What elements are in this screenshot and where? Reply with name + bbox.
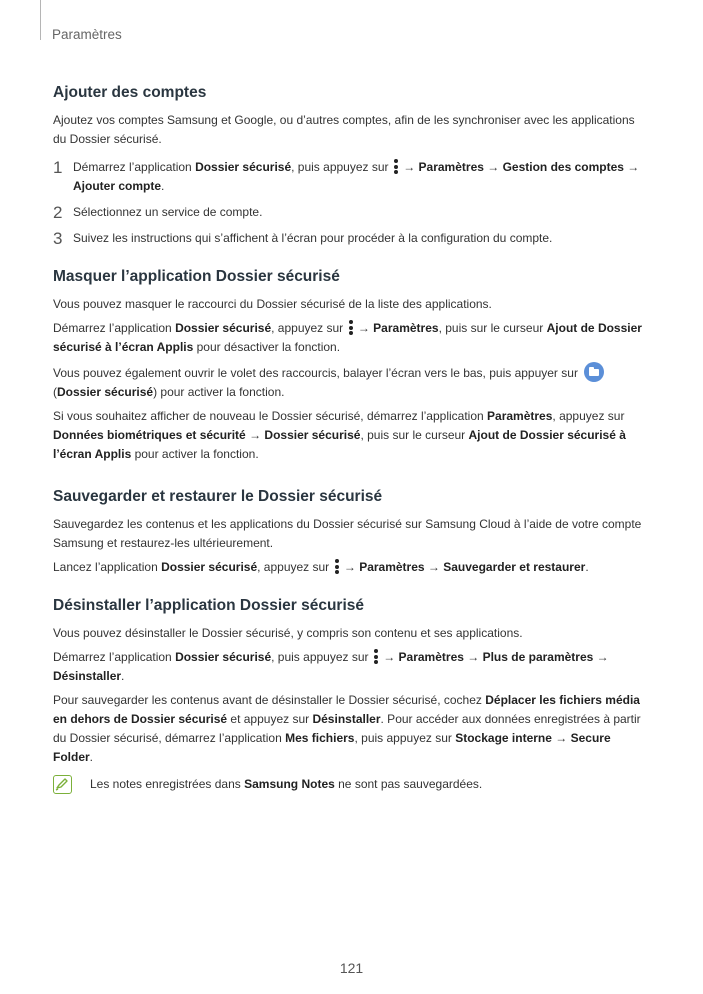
- uninstall-p1: Vous pouvez désinstaller le Dossier sécurisé, y compris son contenu et ses applications.: [53, 626, 523, 640]
- step-number: 2: [53, 203, 63, 222]
- step-2: [53, 203, 649, 222]
- more-options-icon: [393, 159, 399, 174]
- uninstall-p3: Pour sauvegarder les contenus avant de désinstaller le Dossier sécurisé, cochez Déplacer les fichiers média en dehors de Dossier sécurisé et appuyez sur Désinstaller. Pour accéder aux données enregistrées à partir du Dossier sécurisé, démarrez l’application Mes fichiers, puis appuyez sur Stockage interne → Secure Folder.: [53, 693, 641, 764]
- section-title-backup: Sauvegarder et restaurer le Dossier sécurisé: [53, 488, 383, 505]
- note-box: [53, 775, 649, 794]
- step-text: Suivez les instructions qui s’affichent à l’écran pour procéder à la configuration du compte.: [73, 231, 553, 245]
- step-3: [53, 229, 649, 248]
- step-number: 3: [53, 229, 63, 248]
- secure-folder-icon: [584, 362, 604, 382]
- more-options-icon: [373, 649, 379, 664]
- note-text: Les notes enregistrées dans Samsung Notes ne sont pas sauvegardées.: [90, 777, 483, 791]
- page-number: 121: [339, 960, 364, 976]
- hide-app-p4: Si vous souhaitez afficher de nouveau le Dossier sécurisé, démarrez l’application Paramètres, appuyez sur Données biométriques et sécurité → Dossier sécurisé, puis sur le curseur Ajout de Dossier sécurisé à l’écran Applis pour activer la fonction.: [53, 409, 626, 461]
- note-icon: [53, 775, 72, 794]
- page-header-title: Paramètres: [52, 27, 122, 42]
- more-options-icon: [348, 320, 354, 335]
- section-title-uninstall: Désinstaller l’application Dossier sécurisé: [53, 597, 364, 614]
- backup-p2: Lancez l’application Dossier sécurisé, appuyez sur → Paramètres → Sauvegarder et restaurer.: [53, 560, 589, 574]
- step-text: Sélectionnez un service de compte.: [73, 205, 263, 219]
- section-title-add-accounts: Ajouter des comptes: [53, 84, 207, 101]
- backup-p1: Sauvegardez les contenus et les applications du Dossier sécurisé sur Samsung Cloud à l’aide de votre compte Samsung et restaurez-les ultérieurement.: [53, 517, 642, 550]
- hide-app-p1: Vous pouvez masquer le raccourci du Dossier sécurisé de la liste des applications.: [53, 297, 492, 311]
- uninstall-p2: Démarrez l’application Dossier sécurisé, puis appuyez sur → Paramètres → Plus de paramètres → Désinstaller.: [53, 650, 609, 683]
- step-text: Démarrez l’application Dossier sécurisé, puis appuyez sur → Paramètres → Gestion des comptes → Ajouter compte.: [73, 160, 640, 193]
- section-title-hide-app: Masquer l’application Dossier sécurisé: [53, 268, 340, 285]
- document-content: [53, 83, 649, 794]
- hide-app-p2: Démarrez l’application Dossier sécurisé, appuyez sur → Paramètres, puis sur le curseur Ajout de Dossier sécurisé à l’écran Applis pour désactiver la fonction.: [53, 321, 642, 354]
- header-divider: [40, 0, 41, 40]
- step-number: 1: [53, 158, 63, 177]
- hide-app-p3: Vous pouvez également ouvrir le volet des raccourcis, balayer l’écran vers le bas, puis appuyer sur (Dossier sécurisé) pour activer la fonction.: [53, 362, 649, 402]
- more-options-icon: [334, 559, 340, 574]
- add-accounts-intro: Ajoutez vos comptes Samsung et Google, ou d’autres comptes, afin de les synchroniser avec les applications du Dossier sécurisé.: [53, 113, 635, 146]
- step-1: [53, 158, 649, 196]
